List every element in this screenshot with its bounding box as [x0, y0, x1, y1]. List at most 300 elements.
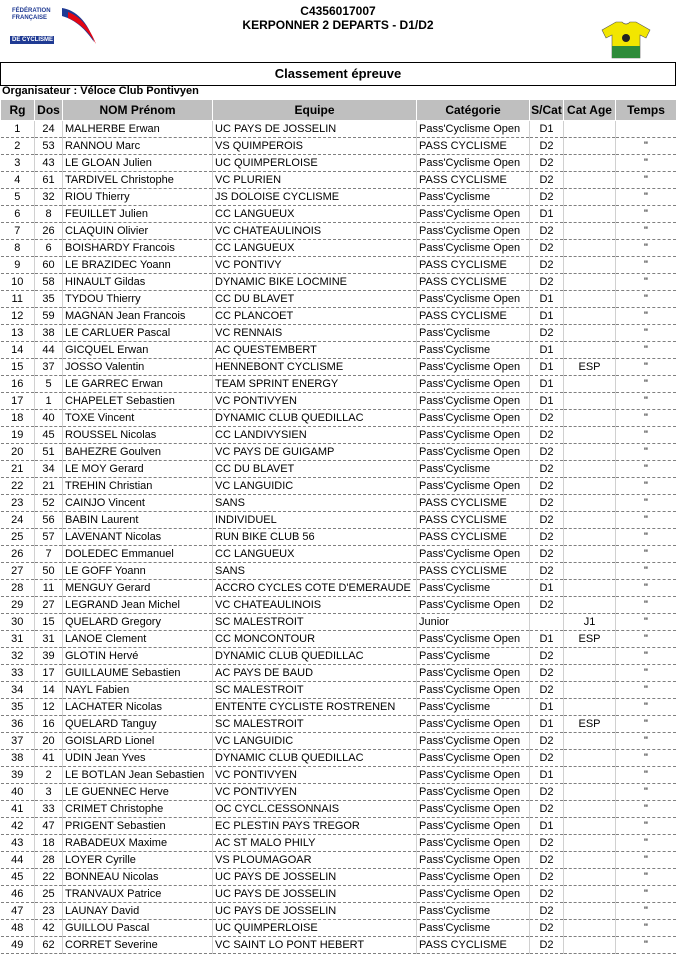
table-row	[1, 852, 676, 869]
cell-category: PASS CYCLISME	[417, 529, 530, 546]
cell-age-cat	[564, 444, 616, 461]
cell-subcat: D2	[530, 410, 564, 427]
cell-name: BONNEAU Nicolas	[63, 869, 213, 886]
cell-name: BOISHARDY Francois	[63, 240, 213, 257]
cell-name: TOXE Vincent	[63, 410, 213, 427]
cell-team: DYNAMIC CLUB QUEDILLAC	[213, 648, 417, 665]
cell-subcat: D2	[530, 427, 564, 444]
cell-category: Pass'Cyclisme	[417, 325, 530, 342]
cell-age-cat	[564, 410, 616, 427]
cell-age-cat	[564, 223, 616, 240]
cell-team: HENNEBONT CYCLISME	[213, 359, 417, 376]
cell-time: "	[616, 801, 676, 818]
cell-age-cat	[564, 495, 616, 512]
cell-time: "	[616, 138, 676, 155]
table-row	[1, 189, 676, 206]
cell-rank: 18	[1, 410, 35, 427]
table-row	[1, 512, 676, 529]
table-row	[1, 155, 676, 172]
cell-age-cat	[564, 393, 616, 410]
cell-age-cat	[564, 784, 616, 801]
cell-category: Pass'Cyclisme Open	[417, 376, 530, 393]
cell-subcat: D2	[530, 529, 564, 546]
cell-age-cat	[564, 801, 616, 818]
cell-team: VC PONTIVY	[213, 257, 417, 274]
cell-subcat: D1	[530, 716, 564, 733]
cell-time: "	[616, 444, 676, 461]
cell-subcat: D1	[530, 291, 564, 308]
cell-time: "	[616, 920, 676, 937]
cell-rank: 45	[1, 869, 35, 886]
cell-rank: 9	[1, 257, 35, 274]
cell-rank: 10	[1, 274, 35, 291]
cell-rank: 1	[1, 121, 35, 138]
cell-bib: 52	[35, 495, 63, 512]
cell-rank: 43	[1, 835, 35, 852]
cell-name: TREHIN Christian	[63, 478, 213, 495]
cell-category: Pass'Cyclisme	[417, 189, 530, 206]
cell-rank: 44	[1, 852, 35, 869]
cell-age-cat	[564, 750, 616, 767]
cell-subcat	[530, 614, 564, 631]
cell-age-cat	[564, 291, 616, 308]
cell-team: DYNAMIC CLUB QUEDILLAC	[213, 410, 417, 427]
cell-team: VS PLOUMAGOAR	[213, 852, 417, 869]
cell-age-cat: ESP	[564, 716, 616, 733]
cell-rank: 7	[1, 223, 35, 240]
cell-category: Pass'Cyclisme	[417, 342, 530, 359]
column-header-rank: Rg	[1, 100, 35, 121]
cell-bib: 38	[35, 325, 63, 342]
cell-time: "	[616, 427, 676, 444]
cell-subcat: D2	[530, 597, 564, 614]
cell-time: "	[616, 376, 676, 393]
cell-category: PASS CYCLISME	[417, 495, 530, 512]
cell-category: Pass'Cyclisme Open	[417, 869, 530, 886]
cell-category: PASS CYCLISME	[417, 308, 530, 325]
cell-subcat: D2	[530, 478, 564, 495]
cell-rank: 38	[1, 750, 35, 767]
cell-category: Pass'Cyclisme Open	[417, 206, 530, 223]
cell-rank: 20	[1, 444, 35, 461]
cell-time: "	[616, 189, 676, 206]
cell-category: Pass'Cyclisme Open	[417, 546, 530, 563]
cell-name: LANOE Clement	[63, 631, 213, 648]
cell-rank: 26	[1, 546, 35, 563]
cell-subcat: D2	[530, 325, 564, 342]
cell-age-cat: ESP	[564, 631, 616, 648]
cell-team: ENTENTE CYCLISTE ROSTRENEN	[213, 699, 417, 716]
cell-subcat: D1	[530, 359, 564, 376]
table-row	[1, 597, 676, 614]
cell-bib: 27	[35, 597, 63, 614]
table-row	[1, 427, 676, 444]
table-row	[1, 342, 676, 359]
cell-time: "	[616, 852, 676, 869]
cell-bib: 45	[35, 427, 63, 444]
cell-name: LEGRAND Jean Michel	[63, 597, 213, 614]
cell-rank: 11	[1, 291, 35, 308]
table-row	[1, 648, 676, 665]
cell-name: LACHATER Nicolas	[63, 699, 213, 716]
cell-time: "	[616, 818, 676, 835]
cell-team: UC PAYS DE JOSSELIN	[213, 886, 417, 903]
cell-team: VC PONTIVYEN	[213, 784, 417, 801]
cell-name: LE BOTLAN Jean Sebastien	[63, 767, 213, 784]
cell-age-cat	[564, 937, 616, 954]
cell-bib: 7	[35, 546, 63, 563]
cell-team: SC MALESTROIT	[213, 682, 417, 699]
cell-subcat: D2	[530, 801, 564, 818]
cell-bib: 50	[35, 563, 63, 580]
cell-name: MALHERBE Erwan	[63, 121, 213, 138]
cell-time: "	[616, 240, 676, 257]
cell-time: "	[616, 342, 676, 359]
cell-age-cat	[564, 580, 616, 597]
cell-team: CC PLANCOET	[213, 308, 417, 325]
cell-rank: 3	[1, 155, 35, 172]
cell-team: RUN BIKE CLUB 56	[213, 529, 417, 546]
cell-bib: 40	[35, 410, 63, 427]
cell-age-cat	[564, 597, 616, 614]
table-row	[1, 818, 676, 835]
cell-category: Pass'Cyclisme Open	[417, 410, 530, 427]
cell-time: "	[616, 325, 676, 342]
cell-time: "	[616, 172, 676, 189]
cell-subcat: D1	[530, 818, 564, 835]
header-row	[1, 100, 676, 121]
cell-rank: 17	[1, 393, 35, 410]
cell-category: Pass'Cyclisme Open	[417, 291, 530, 308]
cell-name: FEUILLET Julien	[63, 206, 213, 223]
cell-category: Pass'Cyclisme Open	[417, 886, 530, 903]
cell-bib: 22	[35, 869, 63, 886]
table-row	[1, 784, 676, 801]
cell-team: UC PAYS DE JOSSELIN	[213, 869, 417, 886]
cell-category: Junior	[417, 614, 530, 631]
cell-subcat: D2	[530, 852, 564, 869]
cell-time: "	[616, 682, 676, 699]
cell-time: "	[616, 512, 676, 529]
cell-team: VC CHATEAULINOIS	[213, 223, 417, 240]
cell-subcat: D2	[530, 172, 564, 189]
cell-rank: 34	[1, 682, 35, 699]
cell-bib: 60	[35, 257, 63, 274]
cell-time: "	[616, 886, 676, 903]
cell-bib: 3	[35, 784, 63, 801]
cell-name: GICQUEL Erwan	[63, 342, 213, 359]
cell-subcat: D1	[530, 767, 564, 784]
cell-bib: 31	[35, 631, 63, 648]
cell-subcat: D1	[530, 376, 564, 393]
cell-age-cat	[564, 376, 616, 393]
cell-time: "	[616, 478, 676, 495]
cell-team: TEAM SPRINT ENERGY	[213, 376, 417, 393]
cell-subcat: D2	[530, 444, 564, 461]
cell-subcat: D2	[530, 274, 564, 291]
cell-category: Pass'Cyclisme Open	[417, 801, 530, 818]
cell-age-cat	[564, 325, 616, 342]
cell-category: Pass'Cyclisme Open	[417, 393, 530, 410]
cell-rank: 27	[1, 563, 35, 580]
cell-rank: 24	[1, 512, 35, 529]
cell-bib: 57	[35, 529, 63, 546]
cell-team: VC LANGUIDIC	[213, 478, 417, 495]
cell-subcat: D2	[530, 240, 564, 257]
cell-bib: 42	[35, 920, 63, 937]
cell-team: AC PAYS DE BAUD	[213, 665, 417, 682]
cell-category: PASS CYCLISME	[417, 257, 530, 274]
cell-rank: 25	[1, 529, 35, 546]
cell-time: "	[616, 665, 676, 682]
cell-age-cat	[564, 274, 616, 291]
cell-team: UC QUIMPERLOISE	[213, 920, 417, 937]
cell-age-cat	[564, 308, 616, 325]
cell-team: VC PONTIVYEN	[213, 767, 417, 784]
cell-team: CC LANGUEUX	[213, 240, 417, 257]
cell-name: CLAQUIN Olivier	[63, 223, 213, 240]
column-header-name: NOM Prénom	[63, 100, 213, 121]
table-row	[1, 682, 676, 699]
cell-name: CRIMET Christophe	[63, 801, 213, 818]
cell-rank: 33	[1, 665, 35, 682]
cell-rank: 15	[1, 359, 35, 376]
cell-rank: 5	[1, 189, 35, 206]
cell-name: GOISLARD Lionel	[63, 733, 213, 750]
cell-team: DYNAMIC CLUB QUEDILLAC	[213, 750, 417, 767]
cell-name: LAVENANT Nicolas	[63, 529, 213, 546]
cell-category: Pass'Cyclisme Open	[417, 478, 530, 495]
cell-bib: 24	[35, 121, 63, 138]
cell-time: "	[616, 614, 676, 631]
cell-age-cat	[564, 512, 616, 529]
table-row	[1, 393, 676, 410]
cell-rank: 41	[1, 801, 35, 818]
cell-category: Pass'Cyclisme	[417, 461, 530, 478]
table-row	[1, 410, 676, 427]
cell-name: BAHEZRE Goulven	[63, 444, 213, 461]
cell-age-cat	[564, 206, 616, 223]
table-row	[1, 240, 676, 257]
cell-subcat: D2	[530, 784, 564, 801]
cell-age-cat	[564, 767, 616, 784]
cell-rank: 23	[1, 495, 35, 512]
cell-bib: 14	[35, 682, 63, 699]
cell-age-cat	[564, 461, 616, 478]
cell-name: JOSSO Valentin	[63, 359, 213, 376]
cell-bib: 39	[35, 648, 63, 665]
cell-subcat: D2	[530, 665, 564, 682]
race-title: KERPONNER 2 DEPARTS - D1/D2	[242, 18, 434, 32]
column-header-team: Equipe	[213, 100, 417, 121]
cell-bib: 25	[35, 886, 63, 903]
cell-rank: 6	[1, 206, 35, 223]
cell-age-cat	[564, 818, 616, 835]
table-row	[1, 699, 676, 716]
cell-category: Pass'Cyclisme Open	[417, 240, 530, 257]
cell-name: RABADEUX Maxime	[63, 835, 213, 852]
cell-name: RANNOU Marc	[63, 138, 213, 155]
table-row	[1, 580, 676, 597]
cell-name: TRANVAUX Patrice	[63, 886, 213, 903]
table-row	[1, 444, 676, 461]
cell-rank: 32	[1, 648, 35, 665]
cell-team: AC ST MALO PHILY	[213, 835, 417, 852]
cell-name: LE BRAZIDEC Yoann	[63, 257, 213, 274]
cell-age-cat	[564, 138, 616, 155]
cell-team: UC QUIMPERLOISE	[213, 155, 417, 172]
cell-bib: 8	[35, 206, 63, 223]
cell-subcat: D1	[530, 393, 564, 410]
cell-age-cat	[564, 257, 616, 274]
cell-name: BABIN Laurent	[63, 512, 213, 529]
classement-title: Classement épreuve	[0, 62, 676, 86]
table-row	[1, 223, 676, 240]
cell-subcat: D1	[530, 580, 564, 597]
table-row	[1, 920, 676, 937]
cell-time: "	[616, 784, 676, 801]
cell-team: VC LANGUIDIC	[213, 733, 417, 750]
cell-age-cat	[564, 546, 616, 563]
cell-time: "	[616, 461, 676, 478]
cell-subcat: D2	[530, 733, 564, 750]
cell-category: Pass'Cyclisme Open	[417, 121, 530, 138]
cell-subcat: D1	[530, 121, 564, 138]
cell-subcat: D2	[530, 835, 564, 852]
table-row	[1, 665, 676, 682]
cell-category: Pass'Cyclisme	[417, 920, 530, 937]
cell-bib: 1	[35, 393, 63, 410]
cell-age-cat	[564, 852, 616, 869]
cell-category: Pass'Cyclisme Open	[417, 597, 530, 614]
cell-category: PASS CYCLISME	[417, 512, 530, 529]
table-row	[1, 903, 676, 920]
cell-team: UC PAYS DE JOSSELIN	[213, 903, 417, 920]
table-row	[1, 461, 676, 478]
cell-name: TYDOU Thierry	[63, 291, 213, 308]
cell-age-cat	[564, 869, 616, 886]
cell-time: "	[616, 903, 676, 920]
cell-subcat: D2	[530, 648, 564, 665]
cell-age-cat	[564, 903, 616, 920]
table-row	[1, 121, 676, 138]
cell-rank: 12	[1, 308, 35, 325]
cell-bib: 59	[35, 308, 63, 325]
cell-time: "	[616, 410, 676, 427]
cell-name: LE GARREC Erwan	[63, 376, 213, 393]
cell-name: GUILLOU Pascal	[63, 920, 213, 937]
cell-team: SC MALESTROIT	[213, 716, 417, 733]
cell-category: Pass'Cyclisme Open	[417, 359, 530, 376]
cell-subcat: D2	[530, 920, 564, 937]
table-row	[1, 257, 676, 274]
cell-name: TARDIVEL Christophe	[63, 172, 213, 189]
cell-name: QUELARD Tanguy	[63, 716, 213, 733]
cell-name: RIOU Thierry	[63, 189, 213, 206]
cell-age-cat	[564, 682, 616, 699]
cell-time: "	[616, 206, 676, 223]
table-row	[1, 835, 676, 852]
column-header-age-cat: Cat Age	[564, 100, 616, 121]
cell-time: "	[616, 155, 676, 172]
cell-team: UC PAYS DE JOSSELIN	[213, 121, 417, 138]
cell-rank: 8	[1, 240, 35, 257]
cell-time: "	[616, 495, 676, 512]
cell-age-cat	[564, 155, 616, 172]
cell-subcat: D1	[530, 699, 564, 716]
cell-bib: 28	[35, 852, 63, 869]
results-header	[1, 100, 676, 121]
cell-team: CC DU BLAVET	[213, 461, 417, 478]
cell-team: CC LANDIVYSIEN	[213, 427, 417, 444]
table-row	[1, 495, 676, 512]
cell-category: PASS CYCLISME	[417, 274, 530, 291]
cell-category: Pass'Cyclisme Open	[417, 427, 530, 444]
cell-team: AC QUESTEMBERT	[213, 342, 417, 359]
cell-category: Pass'Cyclisme Open	[417, 155, 530, 172]
cell-team: SANS	[213, 495, 417, 512]
cell-name: LOYER Cyrille	[63, 852, 213, 869]
cell-rank: 16	[1, 376, 35, 393]
column-header-bib: Dos	[35, 100, 63, 121]
cell-team: VC PAYS DE GUIGAMP	[213, 444, 417, 461]
table-row	[1, 801, 676, 818]
cell-name: QUELARD Gregory	[63, 614, 213, 631]
cell-subcat: D1	[530, 342, 564, 359]
cell-age-cat	[564, 189, 616, 206]
cell-team: CC LANGUEUX	[213, 546, 417, 563]
cell-time: "	[616, 580, 676, 597]
cell-subcat: D2	[530, 750, 564, 767]
cell-subcat: D2	[530, 937, 564, 954]
cell-subcat: D2	[530, 138, 564, 155]
cell-age-cat	[564, 665, 616, 682]
cell-subcat: D2	[530, 495, 564, 512]
cell-subcat: D2	[530, 903, 564, 920]
cell-bib: 53	[35, 138, 63, 155]
cell-name: DOLEDEC Emmanuel	[63, 546, 213, 563]
cell-name: NAYL Fabien	[63, 682, 213, 699]
cell-team: VC RENNAIS	[213, 325, 417, 342]
table-row	[1, 325, 676, 342]
cell-rank: 2	[1, 138, 35, 155]
cell-subcat: D1	[530, 308, 564, 325]
cell-team: SANS	[213, 563, 417, 580]
table-row	[1, 376, 676, 393]
cell-time: "	[616, 546, 676, 563]
cell-name: GLOTIN Hervé	[63, 648, 213, 665]
cell-rank: 30	[1, 614, 35, 631]
cell-age-cat	[564, 121, 616, 138]
cell-name: LE GOFF Yoann	[63, 563, 213, 580]
cell-subcat: D1	[530, 631, 564, 648]
cell-bib: 58	[35, 274, 63, 291]
cell-team: EC PLESTIN PAYS TREGOR	[213, 818, 417, 835]
cell-time: "	[616, 597, 676, 614]
cell-category: Pass'Cyclisme Open	[417, 223, 530, 240]
cell-age-cat	[564, 342, 616, 359]
cell-team: VS QUIMPEROIS	[213, 138, 417, 155]
table-row	[1, 563, 676, 580]
table-row	[1, 750, 676, 767]
cell-time: "	[616, 835, 676, 852]
cell-time: "	[616, 308, 676, 325]
cell-age-cat: J1	[564, 614, 616, 631]
cell-category: Pass'Cyclisme Open	[417, 631, 530, 648]
table-row	[1, 291, 676, 308]
cell-rank: 39	[1, 767, 35, 784]
table-row	[1, 937, 676, 954]
